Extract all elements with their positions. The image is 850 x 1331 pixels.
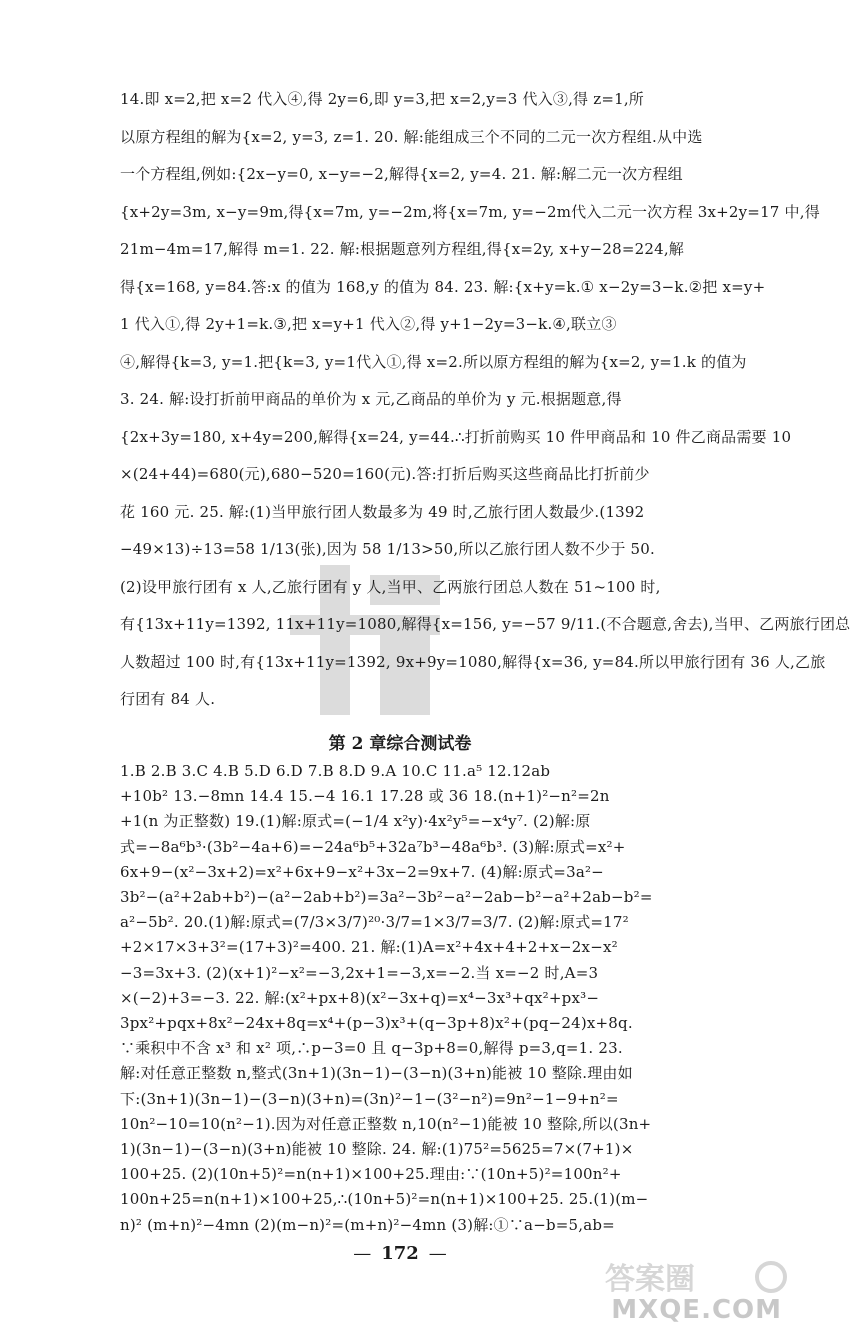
- text-line: −3=3x+3. (2)(x+1)²−x²=−3,2x+1=−3,x=−2.当 x=−2 时,A=3: [120, 963, 599, 982]
- text-line: 行团有 84 人.: [120, 690, 216, 708]
- text-line: +2×17×3+3²=(17+3)²=400. 21. 解:(1)A=x²+4x+4+2+x−2x−x²: [120, 938, 618, 957]
- text-line: +1(n 为正整数) 19.(1)解:原式=(−1/4 x²y)·4x²y⁵=−x⁴y⁷. (2)解:原: [120, 812, 591, 831]
- text-line: {2x+3y=180, x+4y=200,解得{x=24, y=44.∴打折前购买 10 件甲商品和 10 件乙商品需要 10: [120, 427, 792, 446]
- text-line: 以原方程组的解为{x=2, y=3, z=1. 20. 解:能组成三个不同的二元一次方程组.从中选: [120, 127, 703, 146]
- text-line: 有{13x+11y=1392, 11x+11y=1080,解得{x=156, y=−57 9/11.(不合题意,舍去),当甲、乙两旅行团总: [120, 615, 850, 633]
- watermark-logo: [565, 1255, 790, 1327]
- text-line: a²−5b². 20.(1)解:原式=(7/3×3/7)²⁰·3/7=1×3/7=3/7. (2)解:原式=17²: [120, 913, 629, 932]
- text-line: n)² (m+n)²−4mn (2)(m−n)²=(m+n)²−4mn (3)解:①∵a−b=5,ab=: [120, 1215, 615, 1234]
- text-line: ∵乘积中不含 x³ 和 x² 项,∴p−3=0 且 q−3p+8=0,解得 p=3,q=1. 23.: [120, 1039, 623, 1058]
- text-line: 一个方程组,例如:{2x−y=0, x−y=−2,解得{x=2, y=4. 21. 解:解二元一次方程组: [120, 165, 683, 183]
- text-line: (2)设甲旅行团有 x 人,乙旅行团有 y 人,当甲、乙两旅行团总人数在 51~100 时,: [120, 577, 661, 596]
- section-heading: 第 2 章综合测试卷: [328, 734, 472, 754]
- text-line: 花 160 元. 25. 解:(1)当甲旅行团人数最多为 49 时,乙旅行团人数最少.(1392: [120, 502, 645, 521]
- watermark-url: MXQE.COM: [611, 1295, 782, 1325]
- page-number-value: 172: [381, 1243, 419, 1264]
- text-line: 解:对任意正整数 n,整式(3n+1)(3n−1)−(3−n)(3+n)能被 10 整除.理由如: [120, 1064, 633, 1083]
- text-line: 100+25. (2)(10n+5)²=n(n+1)×100+25.理由:∵(10n+5)²=100n²+: [120, 1165, 622, 1184]
- text-line: 6x+9−(x²−3x+2)=x²+6x+9−x²+3x−2=9x+7. (4)解:原式=3a²−: [120, 862, 604, 881]
- text-line: 人数超过 100 时,有{13x+11y=1392, 9x+9y=1080,解得{x=36, y=84.所以甲旅行团有 36 人,乙旅: [120, 652, 826, 671]
- page-dash-right: —: [428, 1243, 447, 1264]
- text-line: ×(−2)+3=−3. 22. 解:(x²+px+8)(x²−3x+q)=x⁴−3x³+qx²+px³−: [120, 988, 600, 1007]
- text-line: 1)(3n−1)−(3−n)(3+n)能被 10 整除. 24. 解:(1)75²=5625=7×(7+1)×: [120, 1140, 634, 1158]
- watermark-brand: 答案圈: [605, 1262, 695, 1297]
- text-line: 3px²+pqx+8x²−24x+8q=x⁴+(p−3)x³+(q−3p+8)x²+(pq−24)x+8q.: [120, 1014, 633, 1032]
- text-line: 3b²−(a²+2ab+b²)−(a²−2ab+b²)=3a²−3b²−a²−2ab−b²−a²+2ab−b²=: [120, 888, 653, 906]
- text-line: ④,解得{k=3, y=1.把{k=3, y=1代入①,得 x=2.所以原方程组的解为{x=2, y=1.k 的值为: [120, 352, 747, 371]
- text-line: 式=−8a⁶b³·(3b²−4a+6)=−24a⁶b⁵+32a⁷b³−48a⁶b³. (3)解:原式=x²+: [120, 837, 626, 856]
- text-line: 下:(3n+1)(3n−1)−(3−n)(3+n)=(3n)²−1−(3²−n²)=9n²−1−9+n²=: [120, 1089, 619, 1108]
- text-line: 3. 24. 解:设打折前甲商品的单价为 x 元,乙商品的单价为 y 元.根据题意,得: [120, 390, 622, 408]
- text-line: 14.即 x=2,把 x=2 代入④,得 2y=6,即 y=3,把 x=2,y=3 代入③,得 z=1,所: [120, 90, 645, 108]
- text-line: 10n²−10=10(n²−1).因为对任意正整数 n,10(n²−1)能被 10 整除,所以(3n+: [120, 1114, 652, 1133]
- text-line: {x+2y=3m, x−y=9m,得{x=7m, y=−2m,将{x=7m, y=−2m代入二元一次方程 3x+2y=17 中,得: [120, 202, 820, 221]
- text-line: 21m−4m=17,解得 m=1. 22. 解:根据题意列方程组,得{x=2y, x+y−28=224,解: [120, 240, 685, 258]
- text-line: 1 代入①,得 2y+1=k.③,把 x=y+1 代入②,得 y+1−2y=3−k.④,联立③: [120, 315, 617, 333]
- text-line: 100n+25=n(n+1)×100+25,∴(10n+5)²=n(n+1)×100+25. 25.(1)(m−: [120, 1190, 649, 1209]
- text-line: 1.B 2.B 3.C 4.B 5.D 6.D 7.B 8.D 9.A 10.C 11.a⁵ 12.12ab: [120, 762, 551, 780]
- text-line: ×(24+44)=680(元),680−520=160(元).答:打折后购买这些商品比打折前少: [120, 465, 650, 483]
- text-line: +10b² 13.−8mn 14.4 15.−4 16.1 17.28 或 36 18.(n+1)²−n²=2n: [120, 787, 610, 806]
- text-line: 得{x=168, y=84.答:x 的值为 168,y 的值为 84. 23. 解:{x+y=k.① x−2y=3−k.②把 x=y+: [120, 277, 766, 296]
- text-line: −49×13)÷13=58 1/13(张),因为 58 1/13>50,所以乙旅行团人数不少于 50.: [120, 540, 655, 558]
- page-dash-left: —: [353, 1243, 372, 1264]
